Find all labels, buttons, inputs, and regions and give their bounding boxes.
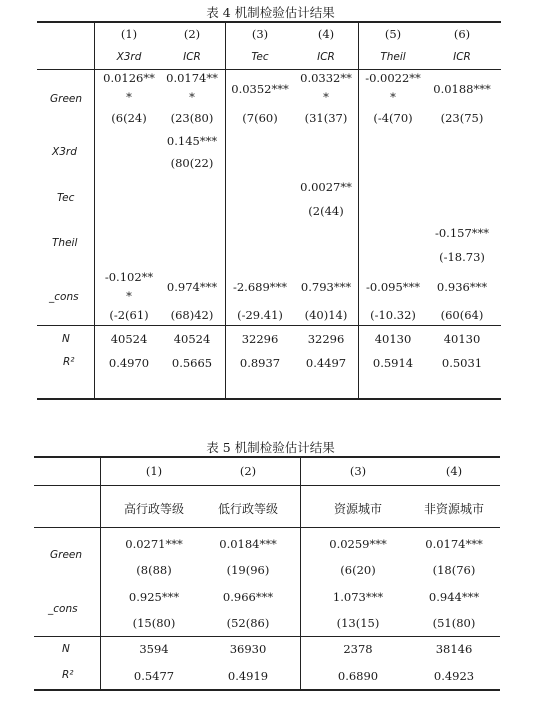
table5-row-label: R² [62,669,74,681]
table4-colnum: (3) [251,27,269,41]
table4-cell: (6(24) [111,111,147,125]
table4-cell: 0.936*** [436,280,488,294]
table5-cell: 0.944*** [428,590,480,604]
table4-n: 40130 [374,332,412,346]
table5-cell: 0.0271*** [125,537,183,551]
table5-colnum: (3) [349,464,367,478]
table5-top-rule [34,456,500,458]
table4-header-rule [37,69,501,70]
table4-cell: (7(60) [242,111,278,125]
table4-cell: (80(22) [170,156,214,170]
table4-cell: -0.095*** [365,280,421,294]
table4-cell: * [126,289,132,303]
table4-cell: (-4(70) [373,111,413,125]
table4-colhead: ICR [183,51,201,63]
table4-colnum: (6) [453,27,471,41]
table4-cell: * [390,90,396,104]
table5-row-label: _cons [48,603,78,615]
table5-vline [300,456,301,691]
table4-cell: -0.157*** [434,226,490,240]
table5-cell: 0.0259*** [329,537,387,551]
table5-colhead: 资源城市 [333,502,382,516]
table5-n: 38146 [435,642,473,656]
table5-cell: 0.925*** [128,590,180,604]
table4-cell: (-18.73) [439,250,485,264]
table5-r2: 0.6890 [337,669,379,683]
table4-cell: (40)14) [304,308,348,322]
table4-cell: -0.0022** [365,71,421,85]
table5-cell: 0.966*** [222,590,274,604]
table4-cell: (2(44) [308,204,344,218]
table5-colnum: (2) [239,464,257,478]
table4-n: 40524 [173,332,211,346]
table4-row-label: _cons [49,291,79,303]
table4-bottom-rule [37,398,501,400]
table4-row-label: Green [50,93,83,105]
table4-r2: 0.4970 [108,356,150,370]
table5-header-rule [34,527,500,528]
table4-cell: (68)42) [170,308,214,322]
table4-r2: 0.5914 [372,356,414,370]
table4-cell: * [126,90,132,104]
table4-caption: 表 4 机制检验估计结果 [206,5,335,20]
table4-row-label: X3rd [52,146,77,158]
table5-vline [100,456,101,691]
table4-cell: (-10.32) [370,308,416,322]
table4-colhead: X3rd [116,51,142,63]
table4-colnum: (2) [183,27,201,41]
table4-n: 40130 [443,332,481,346]
table5-row-label: Green [50,549,83,561]
table4-colhead: Theil [380,51,406,63]
table5-n: 3594 [139,642,169,656]
table5-r2: 0.5477 [133,669,175,683]
table4-vline [358,21,359,400]
table4-cell: 0.0352*** [231,82,289,96]
table4-cell: (60(64) [440,308,484,322]
table5-colhead: 非资源城市 [423,502,484,516]
table4-cell: 0.145*** [166,134,218,148]
table5-n: 36930 [229,642,267,656]
table4-colhead: Tec [251,51,269,63]
table5-cell: 0.0174*** [425,537,483,551]
table4-cell: 0.0174** [166,71,218,85]
table4-cell: -0.102** [104,270,154,284]
table5-cell: (52(86) [226,616,270,630]
table4-n: 32296 [307,332,345,346]
table4-row-label: N [62,333,70,345]
table4-cell: 0.793*** [300,280,352,294]
table4-cell: (31(37) [304,111,348,125]
table5-colnum-rule [34,485,500,486]
table4-cell: 0.974*** [166,280,218,294]
table4-cell: 0.0027** [300,180,352,194]
table5-row-label: N [62,643,70,655]
table4-r2: 0.5665 [171,356,213,370]
table5-colhead: 低行政等级 [217,502,278,516]
table4-r2: 0.4497 [305,356,347,370]
table4-colnum: (4) [317,27,335,41]
table4-colhead: ICR [317,51,335,63]
table5-body-rule [34,636,500,637]
table4-vline [225,21,226,400]
table4-colnum: (1) [120,27,138,41]
table4-cell: (-2(61) [109,308,149,322]
table5-caption: 表 5 机制检验估计结果 [206,440,335,455]
table5-cell: (51(80) [432,616,476,630]
table4-n: 32296 [241,332,279,346]
table5-cell: 1.073*** [332,590,384,604]
table4-row-label: Theil [52,237,78,249]
table5-r2: 0.4919 [227,669,269,683]
table4-colnum: (5) [384,27,402,41]
table5-bottom-rule [34,689,500,691]
table4-cell: * [189,90,195,104]
table4-colhead: ICR [453,51,471,63]
table5-r2: 0.4923 [433,669,475,683]
table4-cell: * [323,90,329,104]
table4-cell: (23(75) [440,111,484,125]
table5-cell: (15(80) [132,616,176,630]
table5-cell: (8(88) [136,563,172,577]
table4-cell: (-29.41) [237,308,283,322]
table4-r2: 0.5031 [441,356,483,370]
table5-cell: (13(15) [336,616,380,630]
table5-n: 2378 [343,642,373,656]
table5-cell: 0.0184*** [219,537,277,551]
table4-body-rule [37,325,501,326]
table5-colhead: 高行政等级 [123,502,184,516]
table5-cell: (18(76) [432,563,476,577]
table4-cell: 0.0188*** [433,82,491,96]
table5-colnum: (1) [145,464,163,478]
table5-cell: (19(96) [226,563,270,577]
table4-top-rule [37,21,501,23]
table4-cell: 0.0126** [103,71,155,85]
table5-cell: (6(20) [340,563,376,577]
table4-cell: -2.689*** [232,280,288,294]
table4-cell: 0.0332** [300,71,352,85]
table5-colnum: (4) [445,464,463,478]
table4-vline [94,21,95,400]
table4-row-label: R² [63,356,75,368]
table4-r2: 0.8937 [239,356,281,370]
table4-row-label: Tec [57,192,75,204]
table4-cell: (23(80) [170,111,214,125]
table4-n: 40524 [110,332,148,346]
